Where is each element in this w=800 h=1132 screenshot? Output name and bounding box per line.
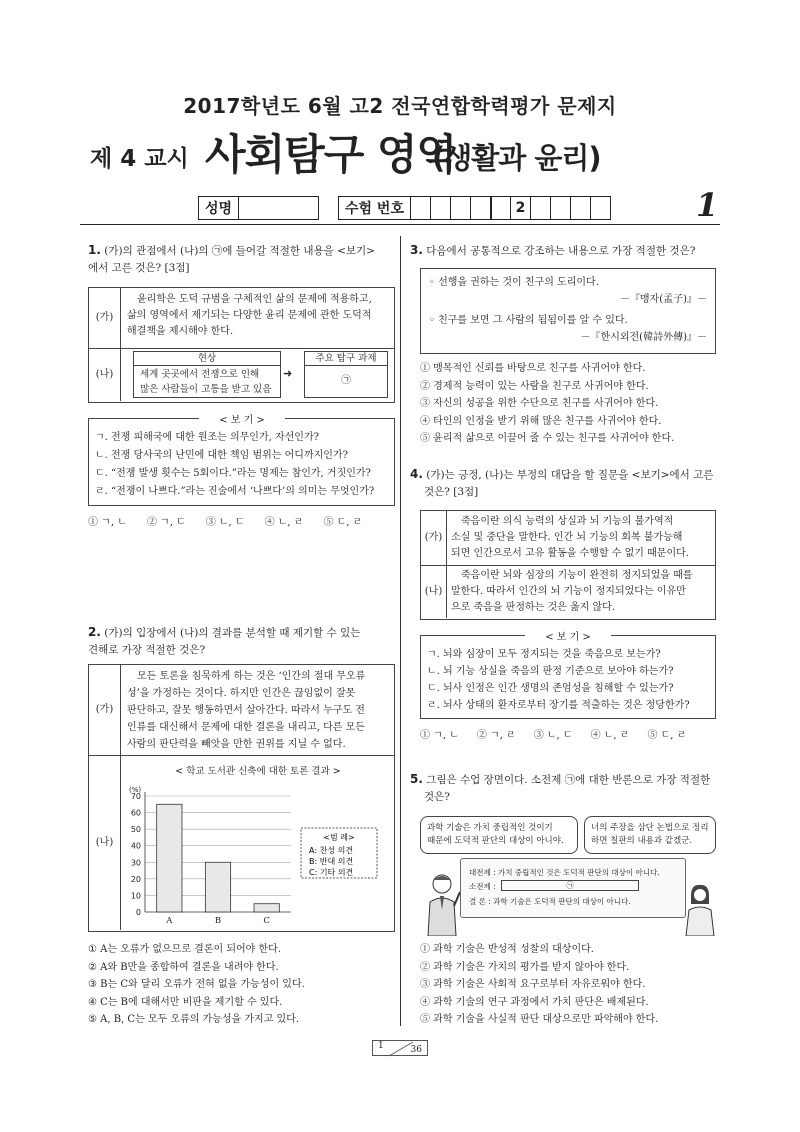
question-4-passage-na: (나) 죽음이란 뇌와 심장의 기능이 완전히 정지되었을 때를 말한다. 따라서 인간의 뇌 기능이 정지되었다는 이유만 으로 죽음을 판정하는 것은 옳지 않다. (420, 566, 716, 620)
chart-bar-a (157, 804, 182, 912)
question-2-passage-ga: (가) 모든 토론을 침묵하게 하는 것은 ‘인간의 절대 무오류 성’을 가정하는 것이다. 하지만 인간은 끊임없이 잘못 판단하고, 잘못 행동하면서 살아간다. 따라서 누구도 전 인류를 대신해서 문제에 대한 결론을 내리고, 다른 모든 사람의 판단력을 빼앗을 만한 권위를 지닐 수 없다. (88, 664, 395, 756)
header-rule (80, 224, 720, 225)
board-conclusion: 결 론 : 과학 기술은 도덕적 판단의 대상이 아니다. (469, 897, 631, 906)
period-label: 제 4 교시 (90, 146, 189, 172)
chart-xtick-label: A (166, 916, 173, 926)
exam-number-cell[interactable] (571, 197, 591, 220)
ga-label: (가) (89, 665, 121, 755)
subject-subtitle: (생활과 윤리) (432, 141, 601, 175)
question-5-stem: 5. 그림은 수업 장면이다. 소전제 ㉠에 대한 반론으로 가장 적절한 것은? (410, 772, 711, 803)
choice-5[interactable]: ⑤ 과학 기술을 사실적 판단 대상으로만 파악해야 한다. (420, 1014, 659, 1025)
chart-ytick-label: 70 (130, 792, 141, 801)
question-2-passage-na (88, 756, 395, 932)
exam-number-cell[interactable] (591, 197, 611, 220)
legend-item-a: A: 찬성 의견 (309, 846, 354, 855)
choice-3[interactable]: ③ ㄴ, ㄷ (533, 730, 573, 741)
page-current: 1 (378, 1041, 384, 1051)
question-2-choices (88, 941, 398, 1029)
board-minor-label: 소전제 : (469, 882, 496, 891)
choice-3[interactable]: ③ 과학 기술은 사회적 요구로부터 자유로워야 한다. (420, 979, 646, 990)
exam-number-cell[interactable] (451, 197, 471, 220)
page-indicator (372, 1040, 428, 1056)
na-label: (나) (421, 566, 447, 618)
legend-item-b: B: 반대 의견 (309, 857, 354, 866)
question-4-passage-ga: (가) 죽음이란 의식 능력의 상실과 뇌 기능의 불가역적 소실 및 중단을 말한다. 인간 뇌 기능의 회복 불가능해 되면 인간으로서 고유 활동을 수행할 수 없기 때문이다. (420, 510, 716, 566)
choice-5[interactable]: ⑤ ㄷ, ㄹ (323, 517, 363, 528)
choice-2[interactable]: ② A와 B만을 종합하여 결론을 내려야 한다. (88, 961, 279, 973)
exam-number-cell[interactable] (411, 197, 431, 220)
student-figure (682, 882, 718, 936)
exam-number-cell[interactable] (471, 197, 491, 220)
question-1-bogi: < 보 기 > ㄱ. 전쟁 피해국에 대한 원조는 의무인가, 자선인가? ㄴ. 전쟁 당사국의 난민에 대한 책임 범위는 어디까지인가? ㄷ. “전쟁 발생 횟수는 5회이다.”라는 명제는 참인가, 거짓인가? ㄹ. “전쟁이 나쁘다.”라는 진술에서 ‘나쁘다’의 의미는 무엇인가? (88, 418, 395, 506)
exam-number-digit: 2 (511, 197, 531, 220)
choice-4[interactable]: ④ ㄴ, ㄹ (264, 517, 304, 528)
board-major-premise: 대전제 : 가치 중립적인 것은 도덕적 판단의 대상이 아니다. (469, 868, 660, 877)
chart-xtick-label: B (214, 916, 222, 926)
subject-title: 사회탐구 영역 (205, 130, 457, 179)
choice-4[interactable]: ④ ㄴ, ㄹ (590, 730, 630, 741)
chart-ytick-label: 10 (130, 891, 141, 901)
choice-2[interactable]: ② 과학 기술은 가치의 평가를 받지 않아야 한다. (420, 961, 630, 973)
question-2-number: 2. (88, 625, 101, 639)
na-label: (나) (89, 349, 121, 401)
choice-1[interactable]: ① A는 오류가 없으므로 결론이 되어야 한다. (88, 944, 281, 955)
page-number: 1 (696, 186, 719, 224)
choice-4[interactable]: ④ 과학 기술의 연구 과정에서 가치 판단은 배제된다. (420, 996, 649, 1008)
name-label: 성명 (199, 197, 239, 220)
teacher-speech-bubble: 과학 기술은 가치 중립적인 것이기 때문에 도덕적 판단의 대상이 아니야. (420, 816, 578, 854)
chart-xtick-label: C (263, 916, 270, 926)
question-4-choices (420, 728, 720, 744)
choice-5[interactable]: ⑤ ㄷ, ㄹ (647, 730, 687, 741)
question-1-number: 1. (88, 243, 101, 257)
question-3-passage: ◦ 선행을 권하는 것이 친구의 도리이다. －『맹자(孟子)』－ ◦ 친구를 보면 그 사람의 됨됨이를 알 수 있다. －『한시외전(韓詩外傳)』－ (420, 268, 716, 354)
choice-1[interactable]: ① 과학 기술은 반성적 성찰의 대상이다. (420, 944, 594, 955)
discussion-bar-chart (123, 760, 393, 928)
exam-number-cell[interactable] (551, 197, 571, 220)
question-1-stem: 1. (가)의 관점에서 (나)의 ㉠에 들어갈 적절한 내용을 <보기> 에서 고른 것은? [3점] (88, 243, 375, 274)
choice-3[interactable]: ③ B는 C와 달리 오류가 전혀 없을 가능성이 있다. (88, 979, 305, 990)
board-minor-blank: ㉠ (501, 880, 639, 891)
legend-title: <범 례> (323, 833, 355, 842)
question-1-passage-ga: (가) 윤리학은 도덕 규범을 구체적인 삶의 문제에 적용하고, 삶의 영역에서 제기되는 다양한 윤리 문제에 관한 도덕적 해결책을 제시해야 한다. (88, 287, 395, 349)
question-4-stem: 4. (가)는 긍정, (나)는 부정의 대답을 할 질문을 <보기>에서 고른 것은? [3점] (410, 467, 714, 498)
chart-ytick-label: 30 (130, 858, 141, 868)
legend-item-c: C: 기타 의견 (309, 868, 354, 877)
teacher-figure (420, 870, 460, 936)
ga-label: (가) (421, 511, 447, 565)
phenomenon-box: 현상 세계 곳곳에서 전쟁으로 인해 많은 사람들이 고통을 받고 있음 (133, 351, 281, 398)
chart-ytick-label: 20 (130, 874, 141, 884)
choice-4[interactable]: ④ C는 B에 대해서만 비판을 제기할 수 있다. (88, 996, 283, 1008)
classroom-illustration (418, 812, 718, 936)
chart-ytick-label: 0 (135, 908, 141, 917)
question-5-choices (420, 941, 720, 1029)
question-3-stem: 3. 다음에서 공통적으로 강조하는 내용으로 가장 적절한 것은? (410, 243, 696, 257)
chart-title: < 학교 도서관 신축에 대한 토론 결과 > (175, 766, 341, 777)
ga-label: (가) (89, 288, 121, 348)
question-4-bogi: < 보 기 > ㄱ. 뇌와 심장이 모두 정지되는 것을 죽음으로 보는가? ㄴ. 뇌 기능 상실을 죽음의 판정 기준으로 보아야 하는가? ㄷ. 뇌사 인정은 인간 생명의 존엄성을 침해할 수 있는가? ㄹ. 뇌사 상태의 환자로부터 장기를 적출하는 것은 정당한가? (420, 635, 716, 719)
question-1-choices (88, 515, 398, 531)
question-2-stem: 2. (가)의 입장에서 (나)의 결과를 분석할 때 제기할 수 있는 견해로 가장 적절한 것은? (88, 625, 361, 656)
exam-number-cell[interactable] (431, 197, 451, 220)
exam-number-cell[interactable] (491, 197, 511, 220)
choice-2[interactable]: ② ㄱ, ㄹ (476, 730, 516, 741)
exam-number-cell[interactable] (531, 197, 551, 220)
chart-bar-c (254, 904, 279, 912)
column-divider (400, 236, 401, 1026)
task-box: 주요 탐구 과제 ㉠ (304, 351, 388, 398)
choice-1[interactable]: ① 맹목적인 신뢰를 바탕으로 친구를 사귀어야 한다. (420, 363, 646, 374)
student-speech-bubble: 너의 주장을 삼단 논법으로 정리 하면 칠판의 내용과 같겠군. (584, 816, 716, 854)
chart-ytick-label: 50 (130, 825, 141, 835)
choice-2[interactable]: ② 경제적 능력이 있는 사람을 친구로 사귀어야 한다. (420, 380, 649, 392)
question-1-passage-na (88, 349, 395, 403)
choice-1[interactable]: ① ㄱ, ㄴ (420, 730, 459, 741)
choice-3[interactable]: ③ ㄴ, ㄷ (205, 517, 245, 528)
chart-bar-b (205, 862, 230, 912)
question-3-choices (420, 360, 720, 448)
blackboard (460, 858, 686, 918)
question-4-number: 4. (410, 467, 423, 481)
question-3-number: 3. (410, 243, 423, 257)
chart-ytick-label: 40 (130, 841, 141, 851)
choice-5[interactable]: ⑤ 윤리적 삶으로 이끌어 줄 수 있는 친구를 사귀어야 한다. (420, 433, 675, 444)
exam-title: 2017학년도 6월 고2 전국연합학력평가 문제지 (183, 94, 617, 118)
name-field[interactable] (239, 197, 319, 220)
na-label: (나) (89, 756, 121, 930)
choice-2[interactable]: ② ㄱ, ㄷ (146, 517, 186, 528)
task-placeholder: ㉠ (341, 375, 351, 386)
candidate-info (198, 196, 611, 220)
chart-ytick-label: 60 (130, 808, 141, 818)
choice-4[interactable]: ④ 타인의 인정을 받기 위해 많은 친구를 사귀어야 한다. (420, 415, 662, 427)
question-5-number: 5. (410, 772, 423, 786)
choice-1[interactable]: ① ㄱ, ㄴ (88, 517, 127, 528)
chart-ylabel: (%) (129, 786, 142, 794)
choice-3[interactable]: ③ 자신의 성공을 위한 수단으로 친구를 사귀어야 한다. (420, 398, 659, 409)
exam-number-label: 수험 번호 (339, 197, 411, 220)
arrow-icon: ➜ (283, 367, 293, 380)
page-total: 36 (410, 1045, 422, 1055)
choice-5[interactable]: ⑤ A, B, C는 모두 오류의 가능성을 가지고 있다. (88, 1014, 300, 1025)
